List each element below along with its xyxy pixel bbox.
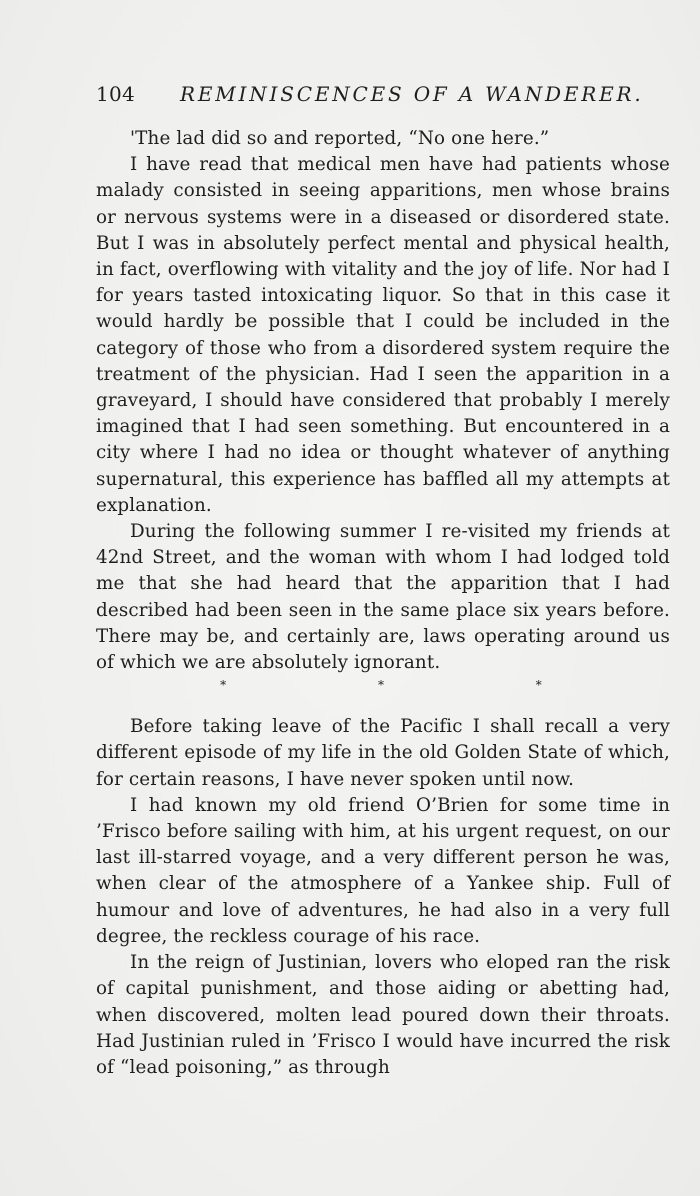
running-title: REMINISCENCES OF A WANDERER.	[180, 82, 644, 106]
paragraph-1: 'The lad did so and reported, “No one here.”	[130, 128, 550, 149]
page-header	[96, 82, 644, 112]
paragraph-6: In the reign of Justinian, lovers who eloped ran the risk of capital punishment, and those aiding or abetting had, when discovered, molten lead poured down their throats. Had Justinian ruled in ’Frisco I would have incurred the risk of “lead poisoning,” as through	[96, 952, 670, 1078]
paragraph-3: During the following summer I re-visited my friends at 42nd Street, and the woman with whom I had lodged told me that she had heard that the apparition that I had described had been seen in the same place six years before. There may be, and certainly are, laws operating around us of which we are absolutely ignorant.	[96, 521, 670, 674]
page-number: 104	[96, 82, 136, 106]
paragraph-5: I had known my old friend O’Brien for some time in ’Frisco before sailing with him, at his urgent request, on our last ill-starred voyage, and a very different person he was, when clear of the atmosphere of a Yankee ship. Full of humour and love of adventures, he had also in a very full degree, the reckless courage of his race.	[96, 794, 670, 947]
paragraph-2: I have read that medical men have had patients whose malady consisted in seeing apparitions, men whose brains or nervous systems were in a diseased or disordered state. But I was in absolutely perfect mental and physical health, in fact, overflowing with vitality and the joy of life. Nor had I for years tasted intoxicating liquor. So that in this case it would hardly be possible that I could be included in the category of those who from a disordered system require the treatment of the physician. Had I seen the apparition in a graveyard, I should have considered that probably I merely imagined that I had seen something. But encountered in a city where I had no idea or thought whatever of anything supernatural, this experience has baffled all my attempts at explanation.	[96, 154, 670, 516]
paragraph-4: Before taking leave of the Pacific I shall recall a very different episode of my life in the old Golden State of which, for certain reasons, I have never spoken until now.	[96, 716, 670, 790]
section-separator: * * *	[220, 678, 616, 693]
page-body	[96, 126, 670, 1081]
